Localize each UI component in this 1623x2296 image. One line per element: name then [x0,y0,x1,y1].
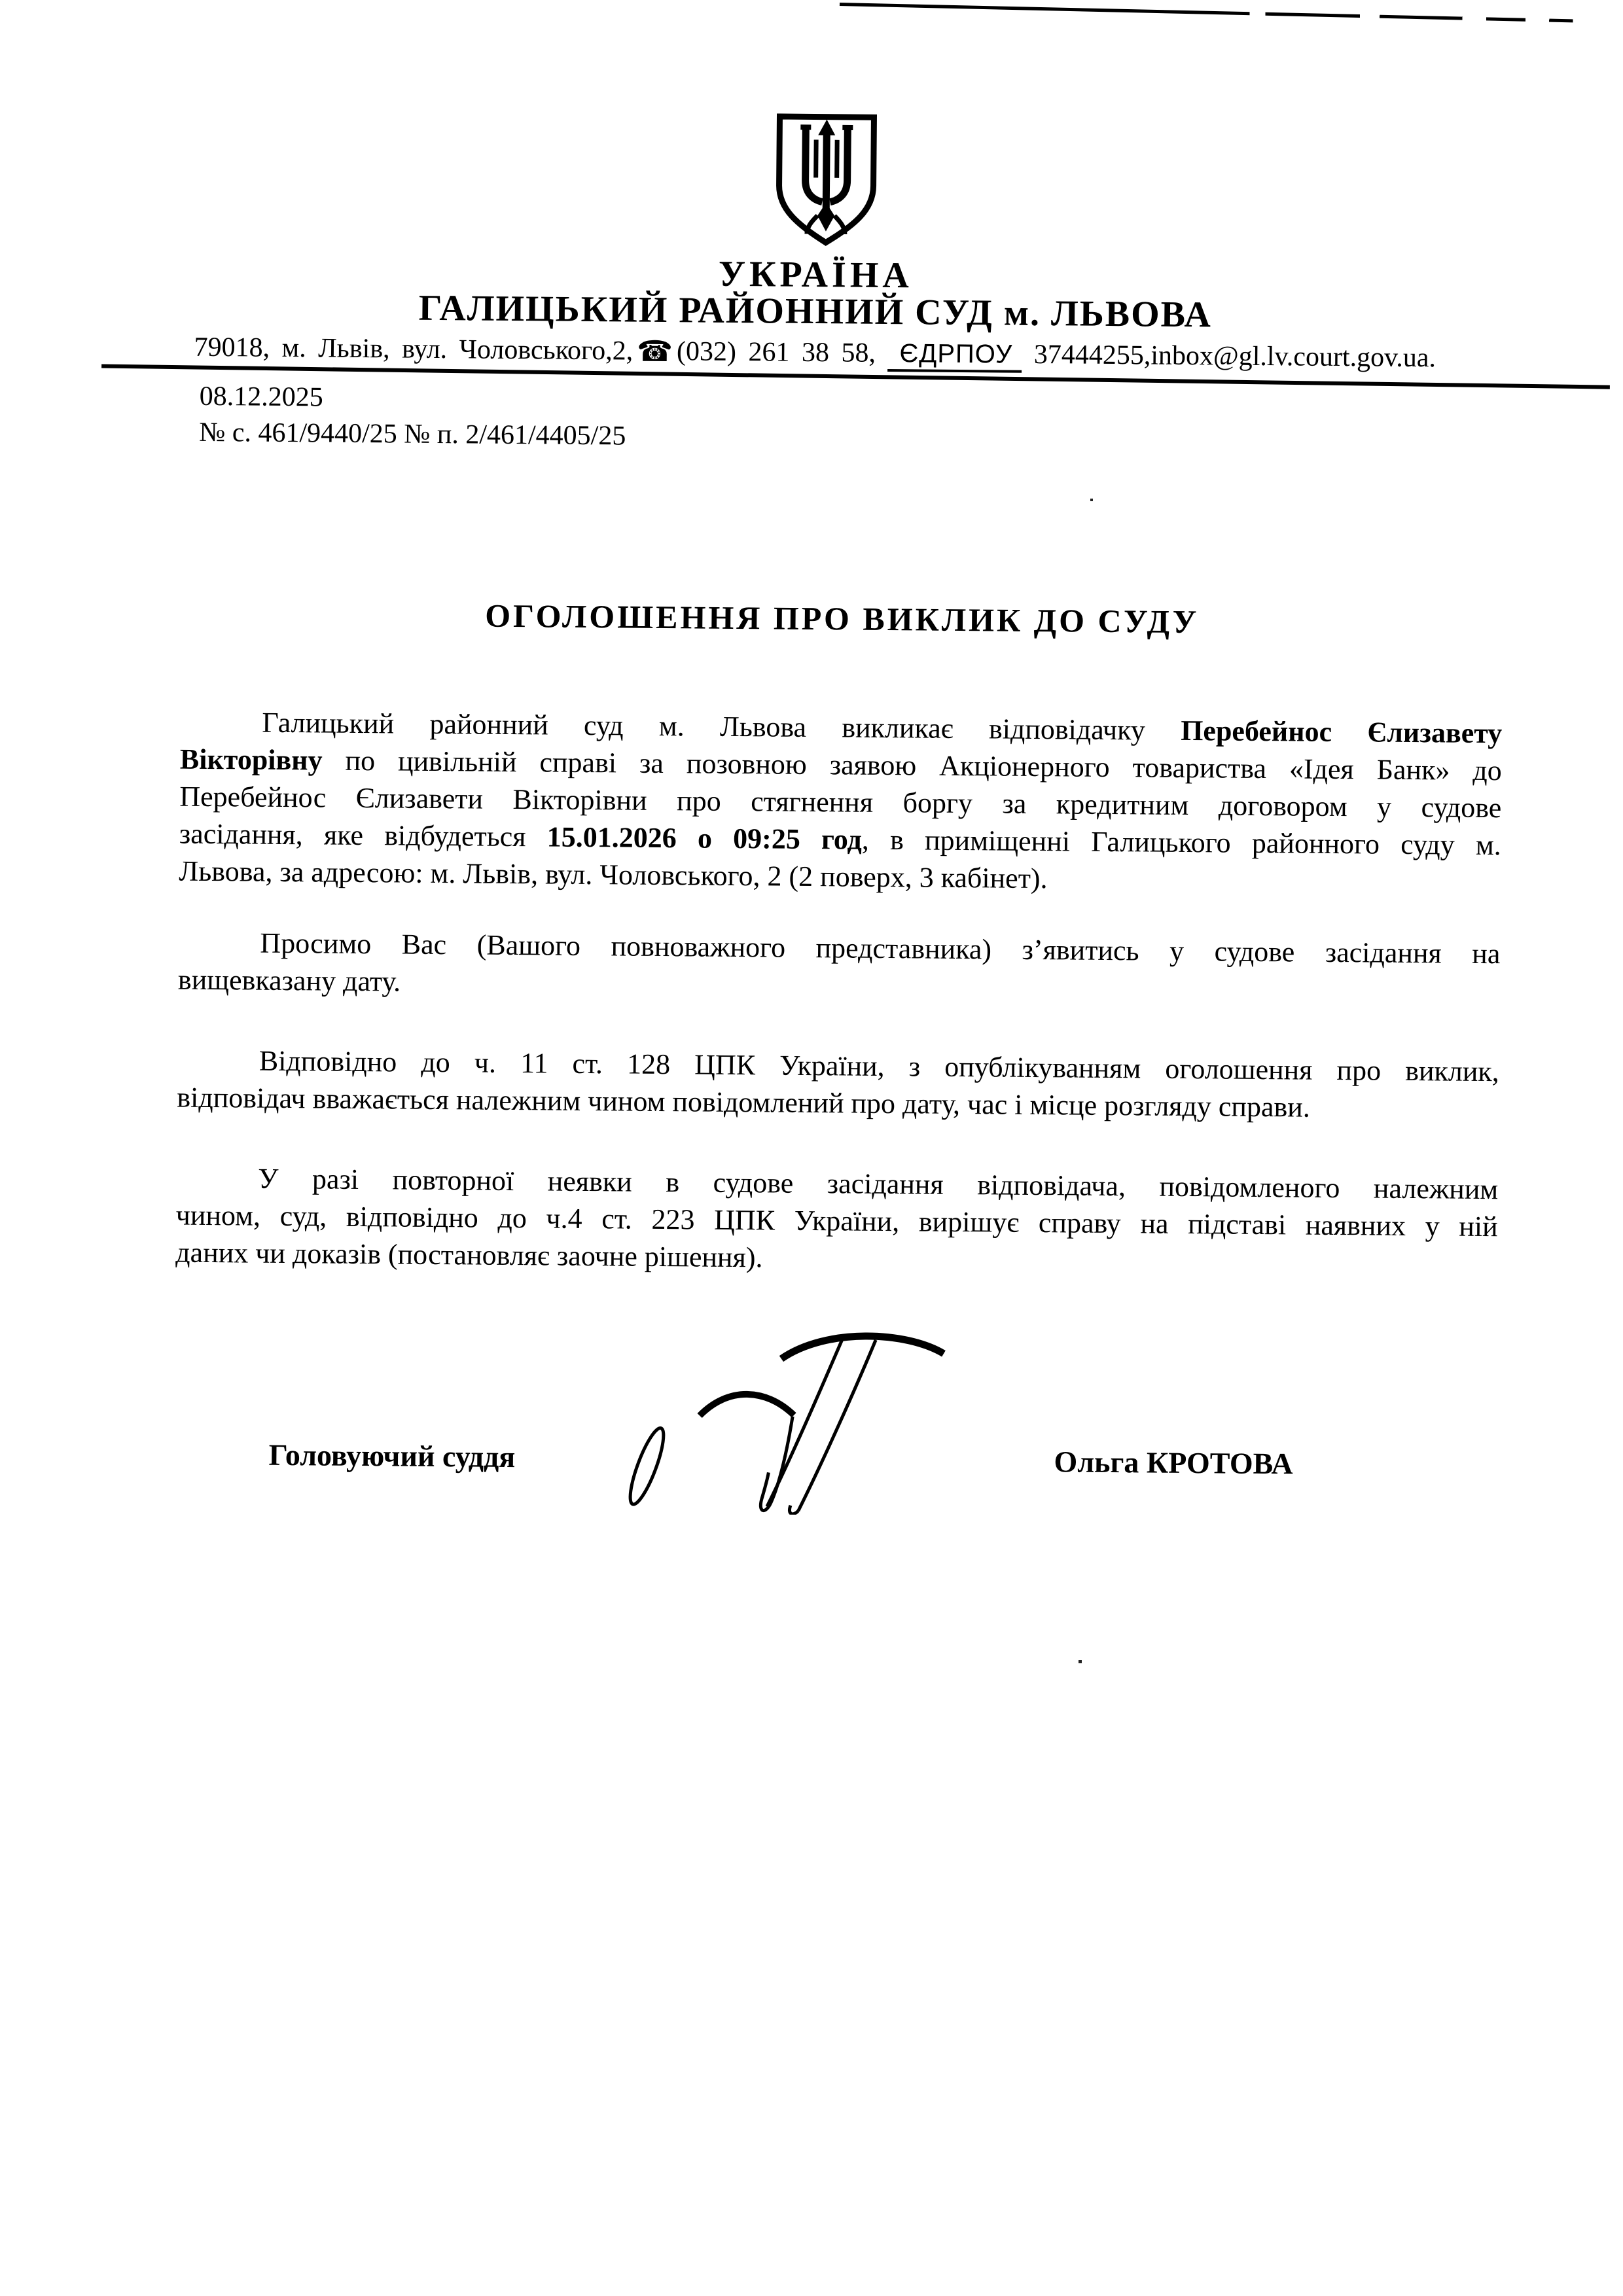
text-line: Відповідно до ч. 11 ст. 128 ЦПК України, з опублікуванням оголошення про виклик, [259,1044,1499,1088]
address-phone: (032) 261 38 58, [676,336,876,368]
judge-signature-icon [602,1323,971,1516]
text-line: Перебейнос Єлизавети Вікторівни про стягнення боргу за кредитним договором у судове [179,780,1502,824]
country-name: УКРАЇНА [718,253,914,296]
ukraine-trident-emblem-icon [772,111,881,249]
text-line: засідання, яке відбудеться 15.01.2026 о 09:25 год, в приміщенні Галицького районного суду м. [179,817,1502,862]
judge-name: Ольга КРОТОВА [1054,1445,1293,1481]
text-line: Вікторівну по цивільній справі за позовною заявою Акціонерного товариства «Ідея Банк» до [179,743,1503,787]
text-line: Просимо Вас (Вашого повноважного представника) з’явитись у судове засідання на [260,927,1501,970]
text-line: У разі повторної неявки в судове засідання відповідача, повідомленого належним [258,1162,1499,1206]
address-part1: 79018, м. Львів, вул. Чоловського,2, [194,332,633,366]
phone-icon: ☎ [636,335,673,368]
document-date: 08.12.2025 [199,381,323,413]
paragraph [175,1159,1498,1283]
body-paragraphs [175,703,1502,1283]
text-line: Галицький районний суд м. Львова викликає відповідачку Перебейнос Єлизавету [262,706,1503,750]
text-line: чином, суд, відповідно до ч.4 ст. 223 ЦПК України, вирішує справу на підставі наявних у ній [175,1199,1498,1243]
paragraph [179,703,1502,902]
address-part2: 37444255,inbox@gl.lv.court.gov.ua. [1033,339,1436,374]
text-line: Львова, за адресою: м. Львів, вул. Чоловського, 2 (2 поверх, 3 кабінет). [179,855,1048,895]
text-line: відповідач вважається належним чином повідомлений про дату, час і місце розгляду справи. [177,1081,1311,1123]
paragraph [177,1042,1499,1128]
court-name: ГАЛИЦЬКИЙ РАЙОННИЙ СУД м. ЛЬВОВА [418,287,1213,336]
case-numbers: № с. 461/9440/25 № п. 2/461/4405/25 [199,417,626,451]
paragraph [178,924,1501,1010]
signature-role-label: Головуючий суддя [268,1438,516,1474]
document-title: ОГОЛОШЕННЯ ПРО ВИКЛИК ДО СУДУ [484,597,1200,641]
text-line: даних чи доказів (постановляє заочне рішення). [175,1236,763,1274]
text-line: вищевказану дату. [177,963,401,998]
edrpou-label: ЄДРПОУ [887,339,1022,373]
